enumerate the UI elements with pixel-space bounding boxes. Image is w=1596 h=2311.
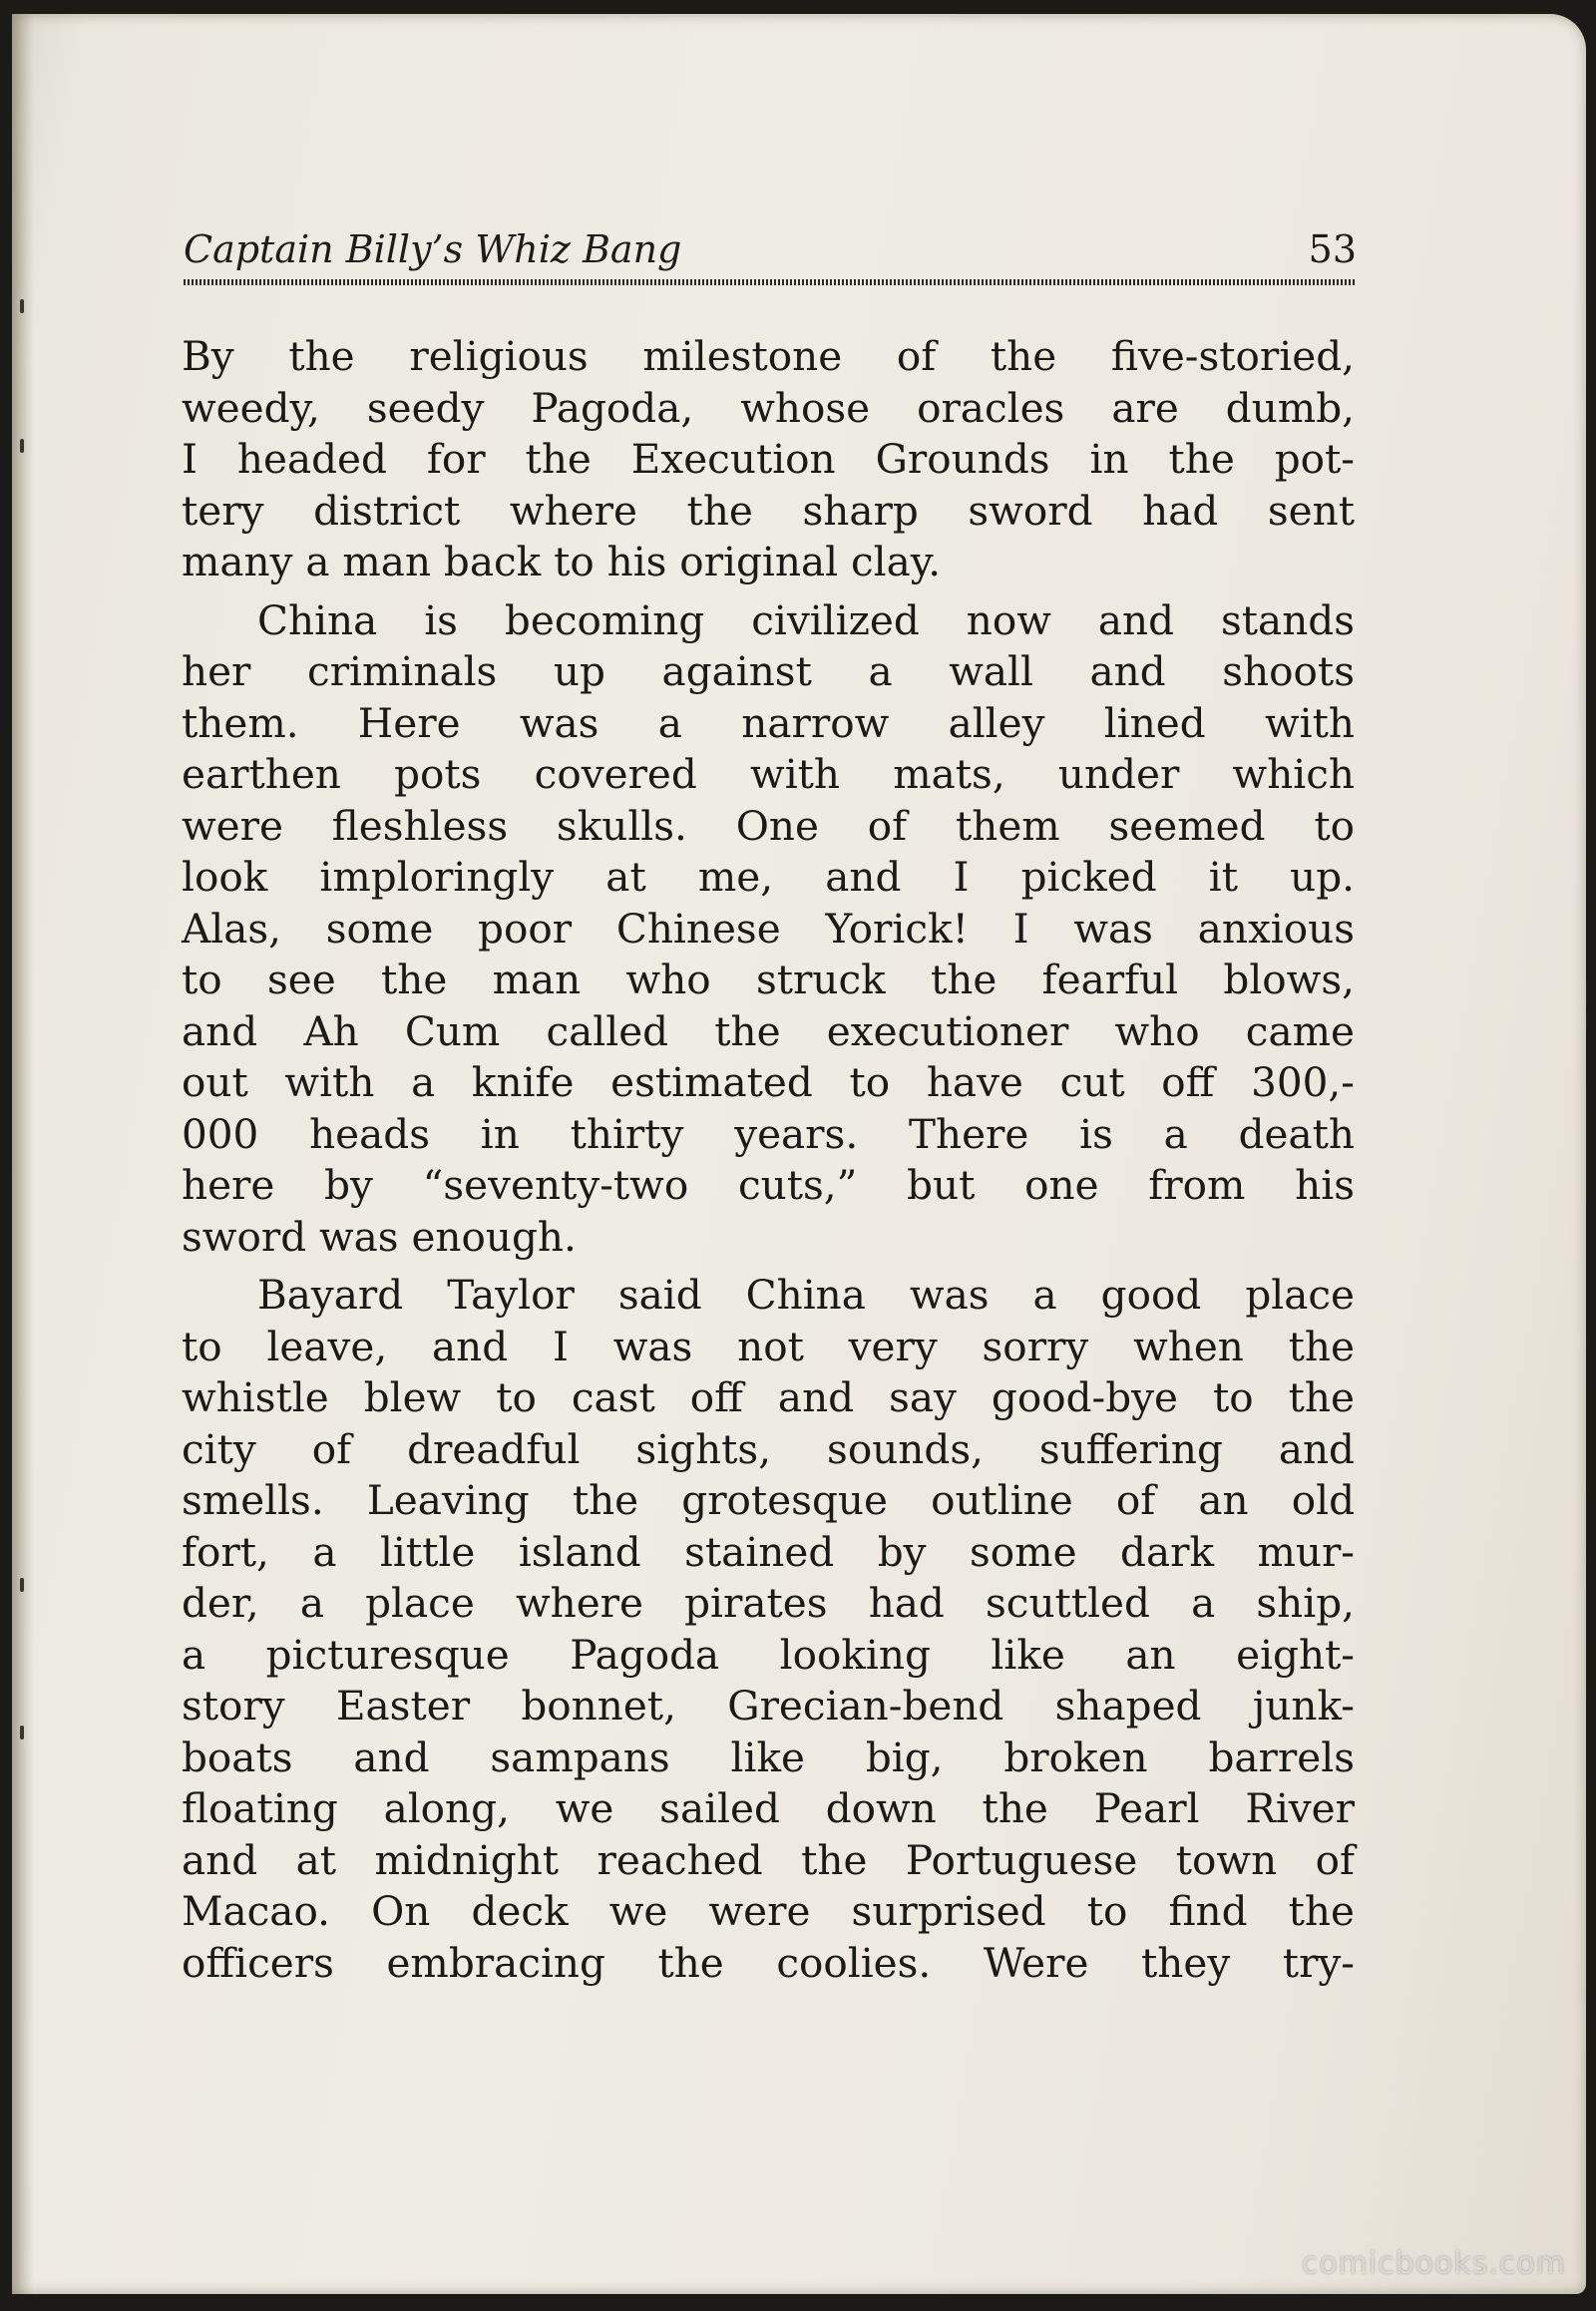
text-line: look imploringly at me, and I picked it up. (182, 853, 1355, 901)
text-line: officers embracing the coolies. Were they try- (182, 1938, 1355, 1987)
paragraph (182, 595, 1355, 1264)
text-line: her criminals up against a wall and shoots (182, 647, 1355, 695)
text-line: 000 heads in thirty years. There is a death (182, 1109, 1355, 1158)
text-line: and Ah Cum called the executioner who came (182, 1006, 1355, 1055)
text-line: sword was enough. (182, 1212, 577, 1261)
text-line: to leave, and I was not very sorry when the (182, 1322, 1355, 1370)
text-line: China is becoming civilized now and stands (257, 595, 1355, 644)
text-line: tery district where the sharp sword had sent (182, 486, 1355, 535)
text-line: weedy, seedy Pagoda, whose oracles are dumb, (182, 383, 1355, 432)
text-line: a picturesque Pagoda looking like an eight- (182, 1630, 1355, 1679)
text-line: boats and sampans like big, broken barrels (182, 1733, 1355, 1781)
binding-mark (20, 1578, 24, 1592)
text-line: many a man back to his original clay. (182, 538, 942, 585)
text-line: Alas, some poor Chinese Yorick! I was anxious (182, 904, 1355, 953)
text-line: By the religious milestone of the five-storied, (182, 332, 1355, 380)
page-gutter (12, 14, 34, 2294)
text-line: were fleshless skulls. One of them seemed to (182, 801, 1355, 850)
text-line: and at midnight reached the Portuguese town of (182, 1835, 1355, 1884)
text-line: Macao. On deck we were surprised to find the (182, 1887, 1355, 1935)
paragraph (182, 1270, 1355, 1989)
text-line: city of dreadful sights, sounds, suffering and (182, 1424, 1355, 1473)
text-line: here by “seventy-two cuts,” but one from his (182, 1161, 1355, 1209)
text-line: fort, a little island stained by some dark mur- (182, 1527, 1355, 1576)
text-line: I headed for the Execution Grounds in the pot- (182, 435, 1355, 483)
text-line: to see the man who struck the fearful blows, (182, 956, 1355, 1003)
page-number: 53 (1308, 227, 1357, 271)
binding-mark (20, 439, 24, 453)
paragraph (182, 331, 1355, 588)
watermark: comicbooks.com (1301, 2246, 1566, 2281)
text-line: whistle blew to cast off and say good-bye to the (182, 1373, 1355, 1421)
text-line: smells. Leaving the grotesque outline of an old (182, 1476, 1355, 1524)
text-line: out with a knife estimated to have cut off 300,- (182, 1058, 1355, 1106)
text-line: der, a place where pirates had scuttled a ship, (182, 1579, 1355, 1627)
text-line: earthen pots covered with mats, under which (182, 750, 1355, 798)
running-header (184, 223, 1357, 279)
header-rule (184, 279, 1357, 285)
text-line: them. Here was a narrow alley lined with (182, 698, 1355, 747)
body-text (182, 331, 1355, 1989)
text-line: story Easter bonnet, Grecian-bend shaped junk- (182, 1682, 1355, 1730)
text-line: Bayard Taylor said China was a good place (257, 1271, 1355, 1319)
text-line: floating along, we sailed down the Pearl River (182, 1784, 1355, 1832)
running-title: Captain Billy’s Whiz Bang (184, 227, 682, 271)
binding-mark (20, 1726, 24, 1739)
binding-mark (20, 299, 24, 313)
